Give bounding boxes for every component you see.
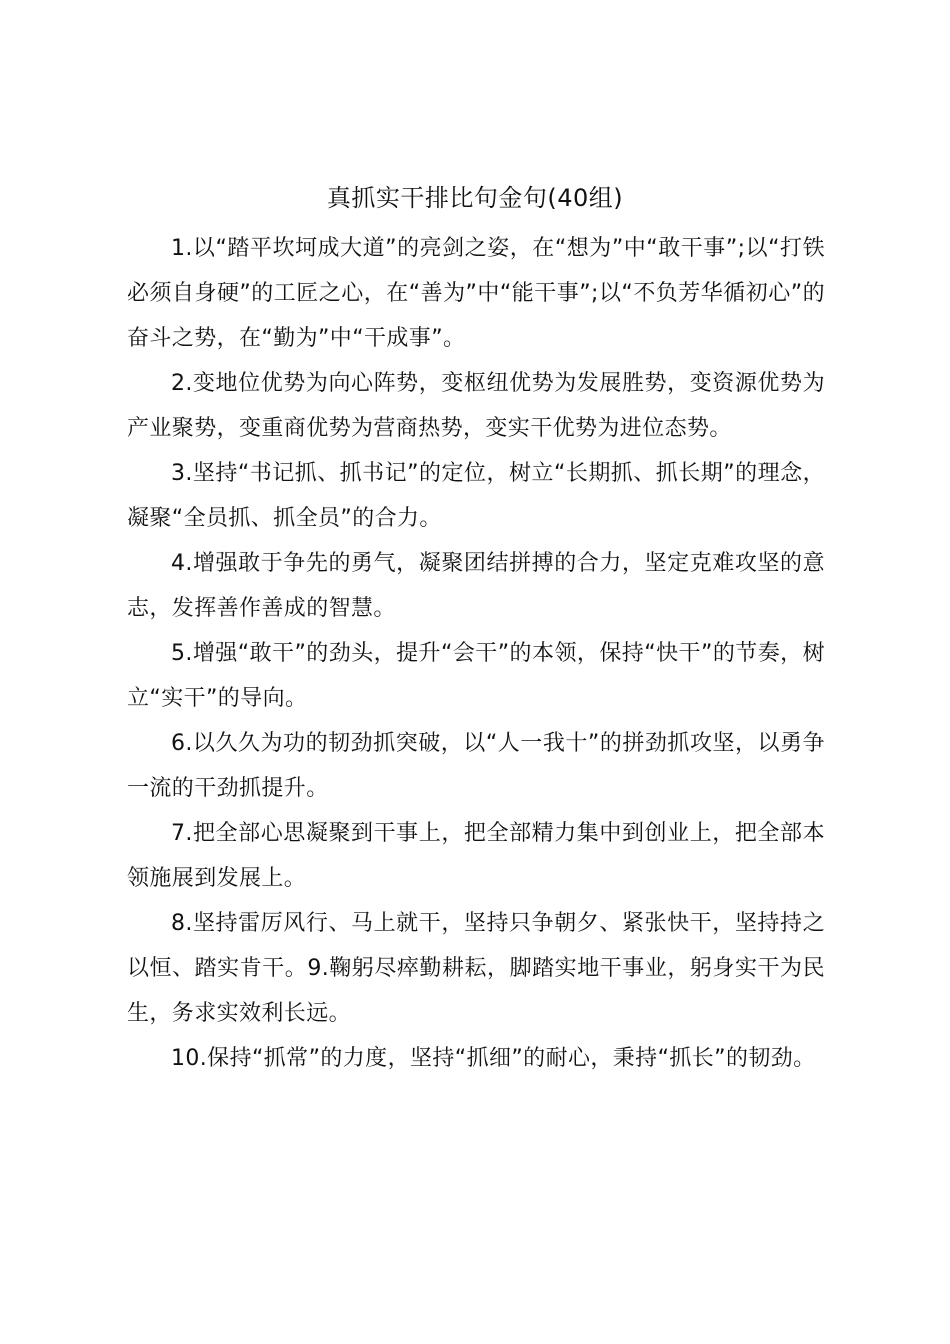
paragraph-8-9: 8.坚持雷厉风行、马上就干，坚持只争朝夕、紧张快干，坚持持之以恒、踏实肯干。9.鞠躬尽瘁勤耕耘，脚踏实地干事业，躬身实干为民生，务求实效利长远。 (127, 911, 825, 1026)
paragraph-3: 3.坚持“书记抓、抓书记”的定位，树立“长期抓、抓长期”的理念，凝聚“全员抓、抓全员”的合力。 (127, 461, 825, 531)
document-title: 真抓实干排比句金句(40组) (326, 184, 624, 212)
paragraph-10: 10.保持“抓常”的力度，坚持“抓细”的耐心，秉持“抓长”的韧劲。 (171, 1046, 816, 1071)
paragraph-7: 7.把全部心思凝聚到干事上，把全部精力集中到创业上，把全部本领施展到发展上。 (127, 821, 825, 891)
paragraph-1: 1.以“踏平坎坷成大道”的亮剑之姿，在“想为”中“敢干事”;以“打铁必须自身硬”的工匠之心，在“善为”中“能干事”;以“不负芳华循初心”的奋斗之势，在“勤为”中“干成事”。 (127, 236, 825, 351)
paragraph-6: 6.以久久为功的韧劲抓突破，以“人一我十”的拼劲抓攻坚，以勇争一流的干劲抓提升。 (127, 731, 825, 801)
paragraph-4: 4.增强敢于争先的勇气，凝聚团结拼搏的合力，坚定克难攻坚的意志，发挥善作善成的智慧。 (127, 551, 825, 621)
document-body (127, 226, 825, 1081)
paragraph-5: 5.增强“敢干”的劲头，提升“会干”的本领，保持“快干”的节奏，树立“实干”的导向。 (127, 641, 825, 711)
paragraph-2: 2.变地位优势为向心阵势，变枢纽优势为发展胜势，变资源优势为产业聚势，变重商优势为营商热势，变实干优势为进位态势。 (127, 371, 825, 441)
